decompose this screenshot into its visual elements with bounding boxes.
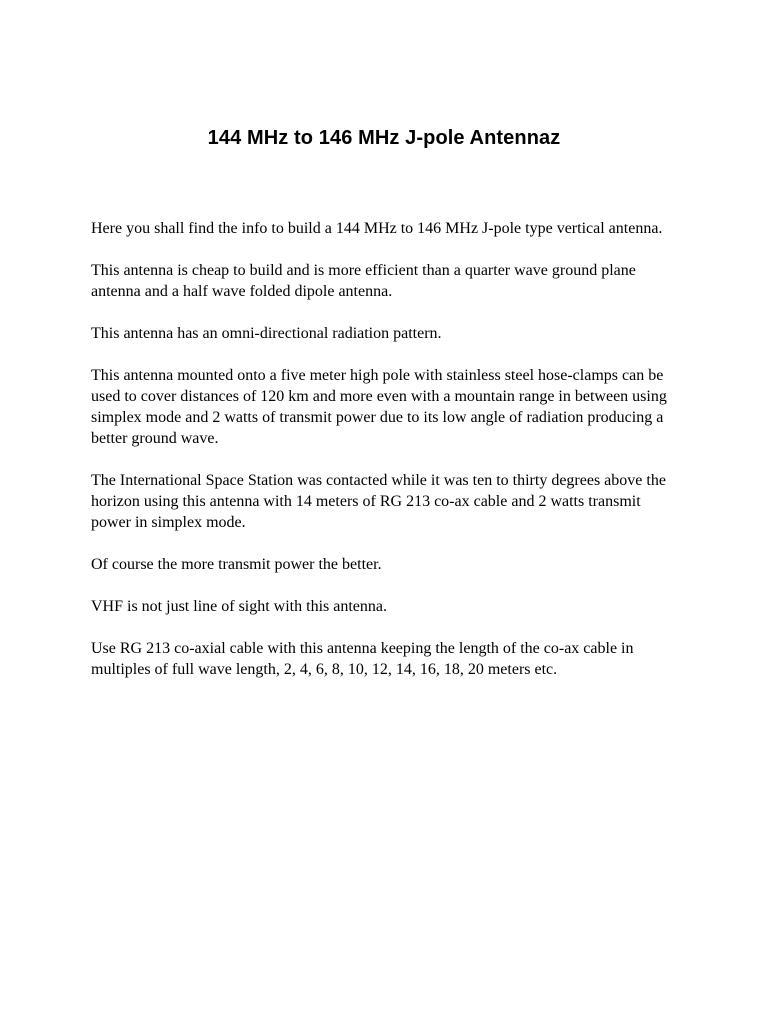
paragraph-coax-cable: Use RG 213 co-axial cable with this antenna keeping the length of the co-ax cable in multiples of full wave length, 2, 4, 6, 8, 10, 12, 14, 16, 18, 20 meters etc. bbox=[91, 640, 634, 678]
paragraph-vhf: VHF is not just line of sight with this antenna. bbox=[91, 598, 387, 615]
document-title: 144 MHz to 146 MHz J-pole Antennaz bbox=[207, 127, 561, 149]
paragraph-intro: Here you shall find the info to build a 144 MHz to 146 MHz J-pole type vertical antenna. bbox=[91, 220, 663, 237]
paragraph-transmit-power: Of course the more transmit power the better. bbox=[91, 556, 382, 573]
paragraph-radiation-pattern: This antenna has an omni-directional radiation pattern. bbox=[91, 325, 442, 342]
paragraph-efficiency: This antenna is cheap to build and is more efficient than a quarter wave ground plane antenna and a half wave folded dipole antenna. bbox=[91, 262, 636, 300]
paragraph-range: This antenna mounted onto a five meter high pole with stainless steel hose-clamps can be used to cover distances of 120 km and more even with a mountain range in between using simplex mode and 2 watts of transmit power due to its low angle of radiation producing a better ground wave. bbox=[91, 367, 667, 447]
paragraph-iss-contact: The International Space Station was contacted while it was ten to thirty degrees above the horizon using this antenna with 14 meters of RG 213 co-ax cable and 2 watts transmit power in simplex mode. bbox=[91, 472, 666, 531]
document-body bbox=[91, 218, 681, 701]
